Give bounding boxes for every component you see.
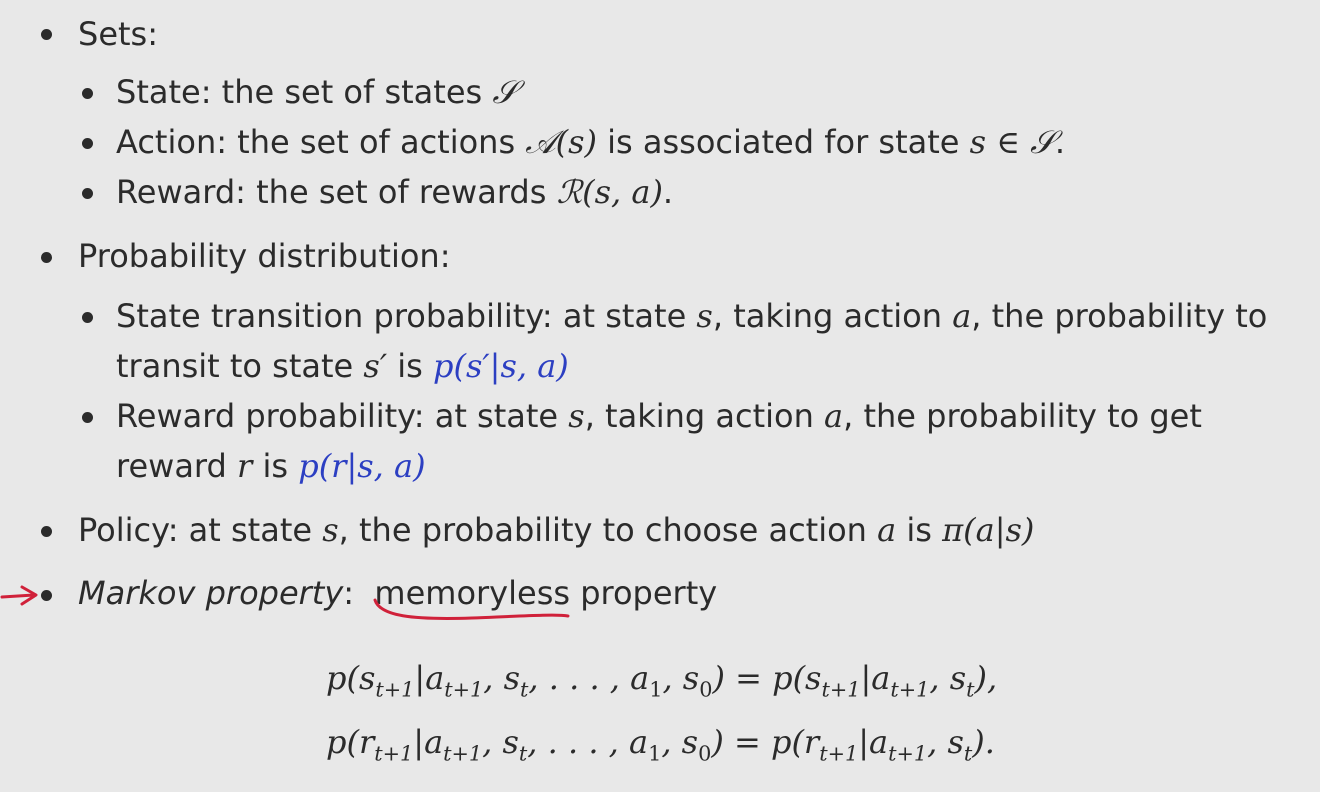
transition-probability-expr: p(s′|s, a) <box>433 347 569 385</box>
bullet-markov <box>41 590 52 601</box>
transition-line-1: State transition probability: at state s, taking action a, the probability to <box>116 297 1268 335</box>
red-underline-annotation <box>372 596 572 626</box>
bullet-sets <box>41 29 52 40</box>
sets-state-item: State: the set of states 𝒮 <box>116 73 518 111</box>
transition-line-2: transit to state s′ is p(s′|s, a) <box>116 347 569 385</box>
bullet-policy <box>41 526 52 537</box>
markov-item: Markov property: memoryless property <box>78 574 718 612</box>
policy-expr: π(a|s) <box>942 511 1035 549</box>
reward-prob-line-2: reward r is p(r|s, a) <box>116 447 426 485</box>
probability-heading: Probability distribution: <box>78 237 451 275</box>
sets-heading: Sets: <box>78 15 158 53</box>
bullet-state <box>82 88 93 99</box>
memoryless-underlined: memoryless <box>374 574 571 612</box>
red-arrow-annotation <box>0 582 40 608</box>
reward-prob-line-1: Reward probability: at state s, taking action a, the probability to get <box>116 397 1202 435</box>
bullet-reward-probability <box>82 412 93 423</box>
bullet-action <box>82 138 93 149</box>
policy-item: Policy: at state s, the probability to choose action a is π(a|s) <box>78 511 1035 549</box>
bullet-probability <box>41 252 52 263</box>
markov-equation-2: $p(r_{t+1}|a_{t+1}$, $s_t$, . . . , $a_1$, $s_0) = p(r_{t+1}|a_{t+1}$, $s_t$). <box>326 723 995 766</box>
sets-reward-item: Reward: the set of rewards ℛ(s, a). <box>116 173 674 211</box>
sets-action-item: Action: the set of actions 𝒜(s) is associated for state s ∈ 𝒮. <box>116 123 1066 161</box>
bullet-transition <box>82 312 93 323</box>
reward-probability-expr: p(r|s, a) <box>298 447 426 485</box>
markov-equation-1: $p(s_{t+1}|a_{t+1}$, $s_t$, . . . , $a_1$, $s_0) = p(s_{t+1}|a_{t+1}$, $s_t$), <box>326 659 998 702</box>
bullet-reward <box>82 188 93 199</box>
